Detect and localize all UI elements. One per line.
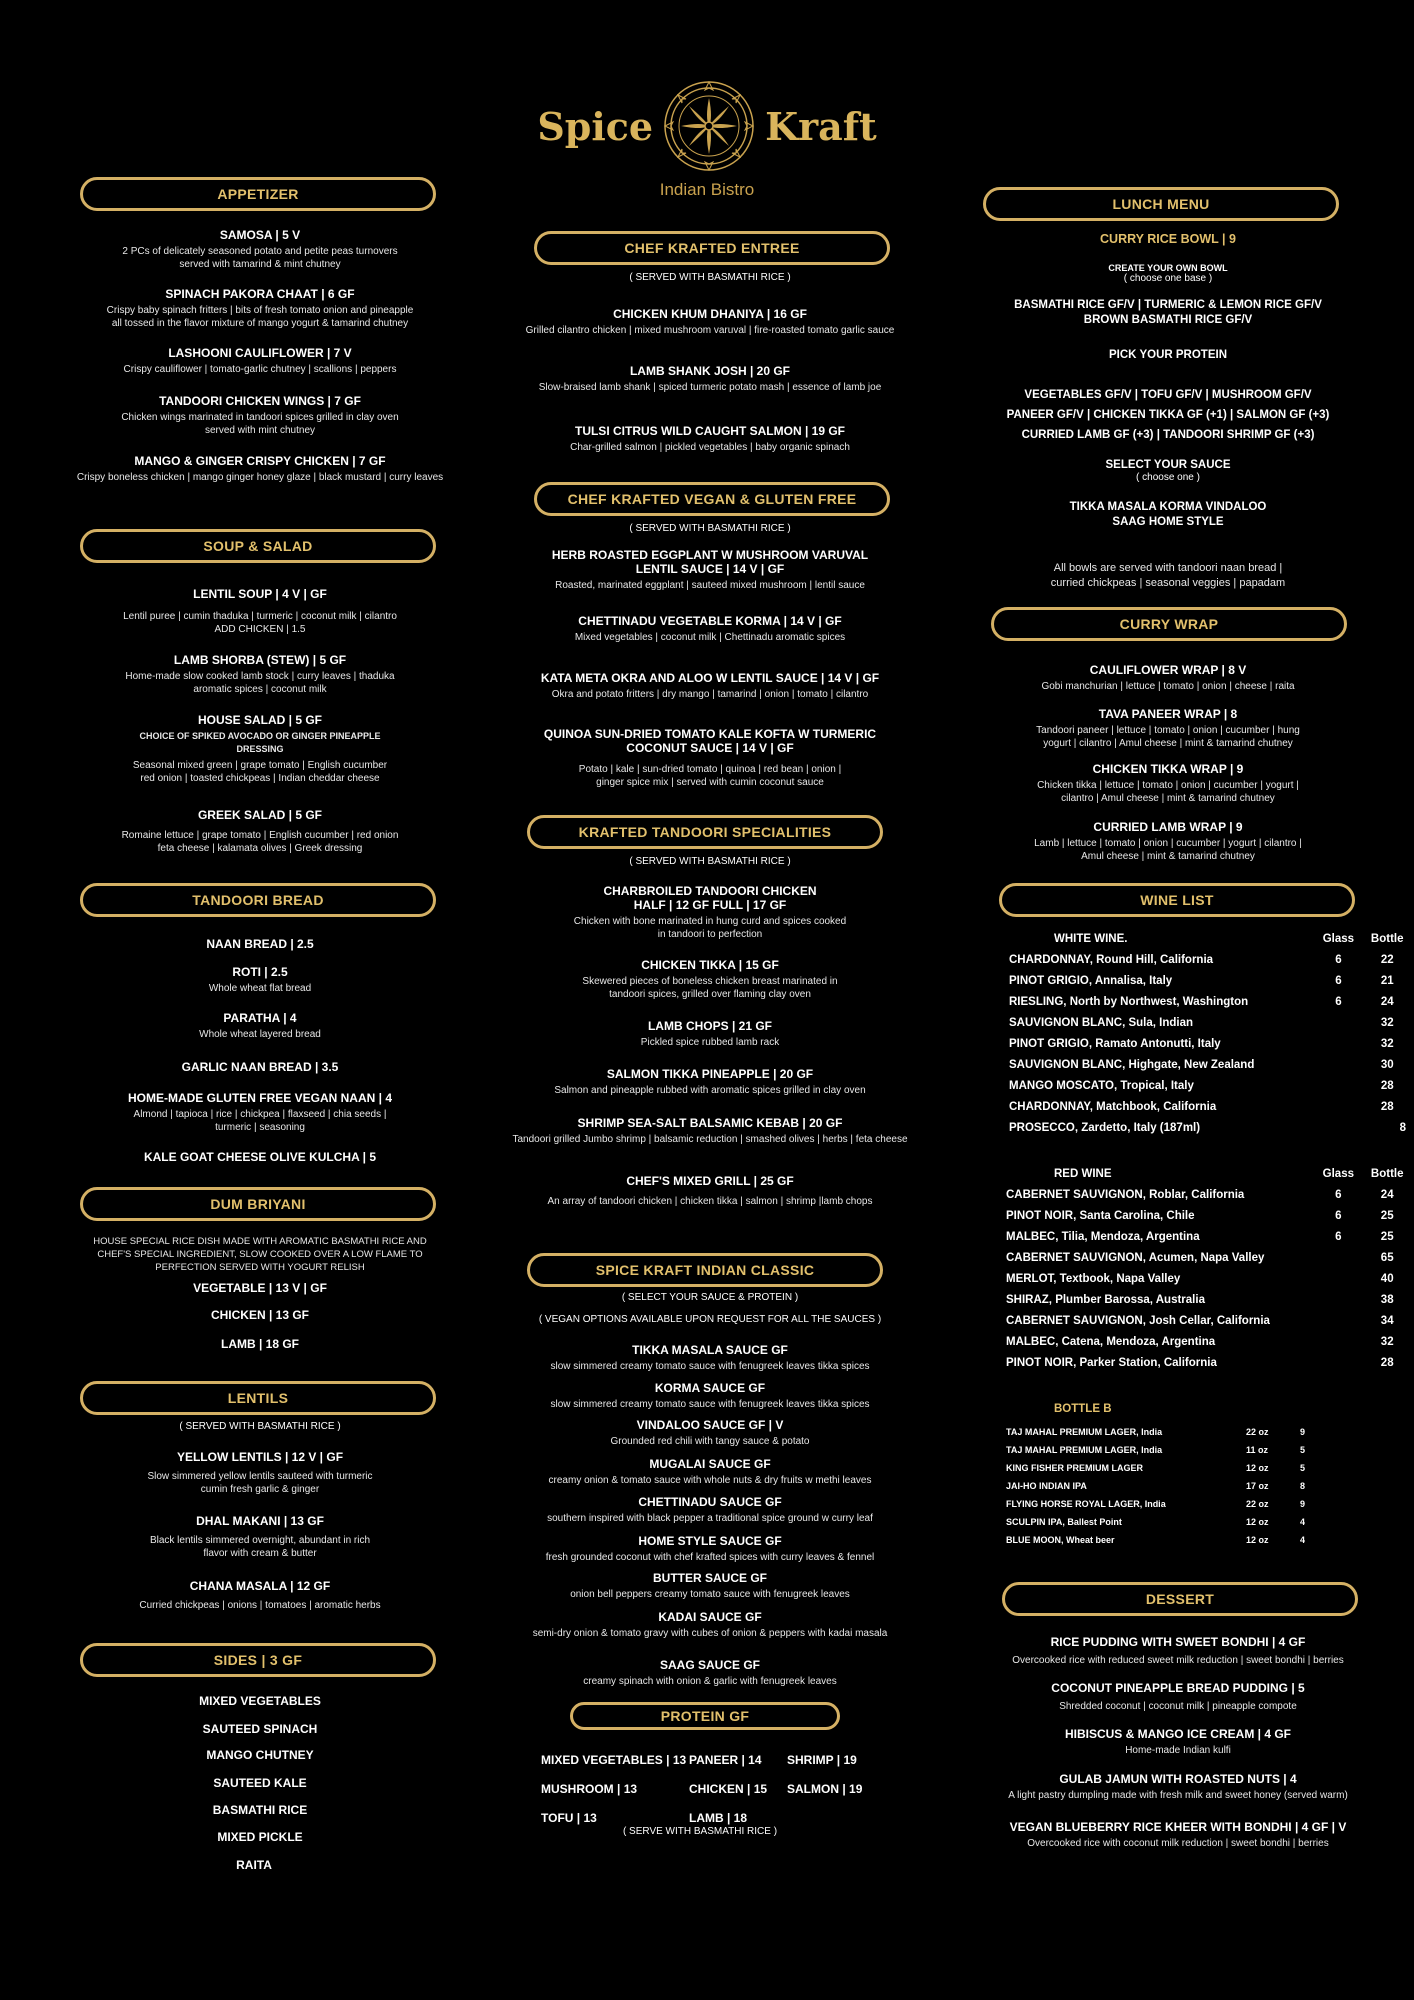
- protein-note: ( SERVE WITH BASMATHI RICE ): [622, 1826, 778, 1837]
- bowl-bases: BASMATHI RICE GF/V | TURMERIC & LEMON RICE GF/V BROWN BASMATHI RICE GF/V: [1014, 299, 1322, 326]
- menu-item: CHICKEN | 13 GF: [210, 1308, 310, 1322]
- lunch-menu-heading: LUNCH MENU: [983, 187, 1339, 221]
- menu-item: CHEF'S MIXED GRILL | 25 GF An array of tandoori chicken | chicken tikka | salmon | shrimp |lamb chops: [547, 1174, 873, 1207]
- sides-heading: SIDES | 3 GF: [80, 1643, 436, 1677]
- menu-item: CHETTINADU VEGETABLE KORMA | 14 V | GF Mixed vegetables | coconut milk | Chettinadu aromatic spices: [574, 614, 846, 643]
- menu-item: GULAB JAMUN WITH ROASTED NUTS | 4 A light pastry dumpling made with fresh milk and sweet honey (served warm): [1008, 1772, 1348, 1801]
- menu-item: LENTIL SOUP | 4 V | GF Lentil puree | cumin thaduka | turmeric | coconut milk | cilantro ADD CHICKEN | 1.5: [123, 587, 397, 635]
- brand-word-right: Kraft: [765, 103, 877, 149]
- menu-item: VEGETABLE | 13 V | GF: [193, 1281, 327, 1295]
- menu-item: TIKKA MASALA SAUCE GF slow simmered creamy tomato sauce with fenugreek leaves tikka spices: [550, 1343, 870, 1372]
- menu-item: QUINOA SUN-DRIED TOMATO KALE KOFTA W TURMERIC COCONUT SAUCE | 14 V | GF Potato | kale | sun-dried tomato | quinoa | red bean | onion | ginger spice mix | served with cumin coconut sauce: [543, 727, 877, 788]
- menu-item: SPINACH PAKORA CHAAT | 6 GF Crispy baby spinach fritters | bits of fresh tomato onion and pineapple all tossed in the flavor mixture of mango yogurt & tamarind chutney: [106, 287, 414, 329]
- menu-item: HIBISCUS & MANGO ICE CREAM | 4 GF Home-made Indian kulfi: [1064, 1727, 1292, 1756]
- menu-item: SAAG SAUCE GF creamy spinach with onion & garlic with fenugreek leaves: [583, 1658, 837, 1687]
- menu-item: SALMON TIKKA PINEAPPLE | 20 GF Salmon and pineapple rubbed with aromatic spices grilled in clay oven: [554, 1067, 866, 1096]
- brand-word-left: Spice: [537, 103, 654, 149]
- white-wine-label: WHITE WINE.: [1054, 932, 1128, 945]
- appetizer-heading: APPETIZER: [80, 177, 436, 211]
- menu-item: VEGAN BLUEBERRY RICE KHEER WITH BONDHI | 4 GF | V Overcooked rice with coconut milk reduction | sweet bondhi | berries: [1009, 1820, 1347, 1849]
- menu-item: CHETTINADU SAUCE GF southern inspired with black pepper a traditional spice ground w curry leaf: [547, 1495, 873, 1524]
- menu-item: VINDALOO SAUCE GF | V Grounded red chili with tangy sauce & potato: [610, 1418, 810, 1447]
- menu-item: HOME-MADE GLUTEN FREE VEGAN NAAN | 4 Almond | tapioca | rice | chickpea | flaxseed | chia seeds | turmeric | seasoning: [127, 1091, 393, 1133]
- menu-item: DHAL MAKANI | 13 GF Black lentils simmered overnight, abundant in rich flavor with cream & butter: [149, 1514, 371, 1559]
- tandoori-bread-heading: TANDOORI BREAD: [80, 883, 436, 917]
- menu-item: MANGO & GINGER CRISPY CHICKEN | 7 GF Crispy boneless chicken | mango ginger honey glaze | black mustard | curry leaves: [76, 454, 444, 483]
- curry-rice-bowl: CURRY RICE BOWL | 9: [1100, 232, 1236, 246]
- menu-item: LAMB | 18 GF: [220, 1337, 300, 1351]
- protein-heading: PROTEIN GF: [570, 1702, 840, 1730]
- red-wine-table: RED WINE Glass Bottle CABERNET SAUVIGNON, Roblar, California 6 24 PINOT NOIR, Santa Carolina, Chile 6 25 MALBEC, Tilia, Mendoza, Argentina 6 25 CABERNET SAUVIGNON, Acumen, Napa Valley 65 MERLOT, Textbook, Napa Valley 40 SHIRAZ, Plumber Barossa, Australia 38 CABERNET SAUVIGNON, Josh Cellar, California 34 MALBEC, Catena, Mendoza, Argentina 32 PINOT NOIR, Parker Station, California 28: [1006, 1163, 1414, 1373]
- menu-item: MUGALAI SAUCE GF creamy onion & tomato sauce with whole nuts & dry fruits w methi leaves: [548, 1457, 872, 1486]
- menu-item: GARLIC NAAN BREAD | 3.5: [181, 1060, 339, 1074]
- brand-subtitle: Indian Bistro: [659, 180, 755, 199]
- biryani-intro: HOUSE SPECIAL RICE DISH MADE WITH AROMATIC BASMATHI RICE AND CHEF'S SPECIAL INGREDIENT, SLOW COOKED OVER A LOW FLAME TO PERFECTION SERVED WITH YOGURT RELISH: [93, 1236, 427, 1273]
- white-wine-table: WHITE WINE. Glass Bottle CHARDONNAY, Round Hill, California 6 22 PINOT GRIGIO, Annalisa, Italy 6 21 RIESLING, North by Northwest, Washington 6 24 SAUVIGNON BLANC, Sula, Indian 32 PINOT GRIGIO, Ramato Antonutti, Italy 32 SAUVIGNON BLANC, Highgate, New Zealand 30 MANGO MOSCATO, Tropical, Italy 28 CHARDONNAY, Matchbook, California 28 PROSECCO, Zardetto, Italy (187ml) 8: [1009, 928, 1414, 1138]
- tandoori-note: ( SERVED WITH BASMATHI RICE ): [629, 856, 791, 867]
- bottle-beer-label: BOTTLE B: [1054, 1403, 1112, 1415]
- menu-item: HERB ROASTED EGGPLANT W MUSHROOM VARUVAL LENTIL SAUCE | 14 V | GF Roasted, marinated eggplant | sauteed mixed mushroom | lentil sauce: [551, 548, 869, 591]
- menu-item: KATA META OKRA AND ALOO W LENTIL SAUCE | 14 V | GF Okra and potato fritters | dry mango | tamarind | onion | tomato | cilantro: [540, 671, 880, 700]
- menu-item: GREEK SALAD | 5 GF Romaine lettuce | grape tomato | English cucumber | red onion feta cheese | kalamata olives | Greek dressing: [121, 808, 399, 854]
- menu-item: SAMOSA | 5 V 2 PCs of delicately seasoned potato and petite peas turnovers served with tamarind & mint chutney: [122, 228, 398, 270]
- menu-item: RICE PUDDING WITH SWEET BONDHI | 4 GF Overcooked rice with reduced sweet milk reduction | sweet bondhi | berries: [1012, 1635, 1344, 1666]
- dum-biryani-heading: DUM BRIYANI: [80, 1187, 436, 1221]
- bowl-proteins: VEGETABLES GF/V | TOFU GF/V | MUSHROOM GF/V PANEER GF/V | CHICKEN TIKKA GF (+1) | SALMON GF (+3) CURRIED LAMB GF (+3) | TANDOORI SHRIMP GF (+3): [1006, 389, 1330, 441]
- menu-item: CHARBROILED TANDOORI CHICKEN HALF | 12 GF FULL | 17 GF Chicken with bone marinated in hung curd and spices cooked in tandoori to perfection: [573, 884, 847, 940]
- menu-item: CURRIED LAMB WRAP | 9 Lamb | lettuce | tomato | onion | cucumber | yogurt | cilantro | Amul cheese | mint & tamarind chutney: [1034, 820, 1302, 862]
- sides-list: MIXED VEGETABLES SAUTEED SPINACH MANGO CHUTNEY SAUTEED KALE BASMATHI RICE MIXED PICKLE RAITA: [199, 1694, 321, 1872]
- curry-wrap-heading: CURRY WRAP: [991, 607, 1347, 641]
- dessert-heading: DESSERT: [1002, 1582, 1358, 1616]
- menu-item: KORMA SAUCE GF slow simmered creamy tomato sauce with fenugreek leaves tikka spices: [550, 1381, 870, 1410]
- classic-note: ( SELECT YOUR SAUCE & PROTEIN ): [621, 1292, 799, 1303]
- menu-item: ROTI | 2.5 Whole wheat flat bread: [208, 965, 312, 994]
- lentils-heading: LENTILS: [80, 1381, 436, 1415]
- menu-item: TANDOORI CHICKEN WINGS | 7 GF Chicken wings marinated in tandoori spices grilled in clay oven served with mint chutney: [121, 394, 399, 436]
- vegan-heading: CHEF KRAFTED VEGAN & GLUTEN FREE: [534, 482, 890, 516]
- vegan-note: ( SERVED WITH BASMATHI RICE ): [629, 523, 791, 534]
- menu-item: SHRIMP SEA-SALT BALSAMIC KEBAB | 20 GF Tandoori grilled Jumbo shrimp | balsamic reduction | smashed olives | herbs | feta cheese: [512, 1116, 908, 1145]
- mandala-logo-icon: [661, 78, 757, 174]
- bowl-sauces: TIKKA MASALA KORMA VINDALOO SAAG HOME STYLE: [1069, 501, 1267, 528]
- menu-item: CHANA MASALA | 12 GF Curried chickpeas | onions | tomatoes | aromatic herbs: [139, 1579, 381, 1611]
- sauce-title: SELECT YOUR SAUCE ( choose one ): [1105, 459, 1231, 483]
- menu-item: NAAN BREAD | 2.5: [206, 937, 314, 951]
- menu-item: KALE GOAT CHEESE OLIVE KULCHA | 5: [143, 1150, 377, 1164]
- beer-table: TAJ MAHAL PREMIUM LAGER, India 22 oz 9 TAJ MAHAL PREMIUM LAGER, India 11 oz 5 KING FISHER PREMIUM LAGER 12 oz 5 JAI-HO INDIAN IPA 17 oz 8 FLYING HORSE ROYAL LAGER, India 22 oz 9 SCULPIN IPA, Ballest Point 12 oz 4 BLUE MOON, Wheat beer 12 oz 4: [1006, 1427, 1306, 1545]
- bowl-footer: All bowls are served with tandoori naan bread | curried chickpeas | seasonal veggies | papadam: [1050, 562, 1286, 589]
- soup-salad-heading: SOUP & SALAD: [80, 529, 436, 563]
- red-wine-label: RED WINE: [1054, 1167, 1112, 1180]
- menu-item: PARATHA | 4 Whole wheat layered bread: [199, 1011, 321, 1040]
- menu-item: BUTTER SAUCE GF onion bell peppers creamy tomato sauce with fenugreek leaves: [570, 1571, 850, 1600]
- menu-item: CHICKEN KHUM DHANIYA | 16 GF Grilled cilantro chicken | mixed mushroom varuval | fire-roasted tomato garlic sauce: [525, 307, 895, 336]
- lentils-note: ( SERVED WITH BASMATHI RICE ): [179, 1421, 341, 1432]
- tandoori-specialities-heading: KRAFTED TANDOORI SPECIALITIES: [527, 815, 883, 849]
- create-bowl: CREATE YOUR OWN BOWL ( choose one base ): [1108, 263, 1228, 284]
- menu-item: CHICKEN TIKKA | 15 GF Skewered pieces of boneless chicken breast marinated in tandoori spices, grilled over flaming clay oven: [582, 958, 838, 1000]
- menu-item: TULSI CITRUS WILD CAUGHT SALMON | 19 GF Char-grilled salmon | pickled vegetables | baby organic spinach: [570, 424, 850, 453]
- menu-item: YELLOW LENTILS | 12 V | GF Slow simmered yellow lentils sauteed with turmeric cumin fresh garlic & ginger: [147, 1450, 373, 1495]
- classic-note: ( VEGAN OPTIONS AVAILABLE UPON REQUEST FOR ALL THE SAUCES ): [538, 1314, 882, 1325]
- menu-item: HOME STYLE SAUCE GF fresh grounded coconut with chef krafted spices with curry leaves & fennel: [545, 1534, 875, 1563]
- wine-list-heading: WINE LIST: [999, 883, 1355, 917]
- indian-classic-heading: SPICE KRAFT INDIAN CLASSIC: [527, 1253, 883, 1287]
- menu-item: KADAI SAUCE GF semi-dry onion & tomato gravy with cubes of onion & peppers with kadai masala: [532, 1610, 888, 1639]
- protein-title: PICK YOUR PROTEIN: [1109, 349, 1227, 361]
- menu-item: HOUSE SALAD | 5 GF CHOICE OF SPIKED AVOCADO OR GINGER PINEAPPLE DRESSING Seasonal mixed green | grape tomato | English cucumber red onion | toasted chickpeas | Indian cheddar cheese: [132, 713, 388, 784]
- menu-item: CAULIFLOWER WRAP | 8 V Gobi manchurian | lettuce | tomato | onion | cheese | raita: [1041, 663, 1295, 692]
- chef-entree-heading: CHEF KRAFTED ENTREE: [534, 231, 890, 265]
- menu-item: LAMB SHORBA (STEW) | 5 GF Home-made slow cooked lamb stock | curry leaves | thaduka aromatic spices | coconut milk: [125, 653, 395, 695]
- protein-table: MIXED VEGETABLES | 13 PANEER | 14 SHRIMP | 19 MUSHROOM | 13 CHICKEN | 15 SALMON | 19 TOFU | 13 LAMB | 18: [541, 1752, 863, 1825]
- entree-note: ( SERVED WITH BASMATHI RICE ): [629, 272, 791, 283]
- menu-item: LASHOONI CAULIFLOWER | 7 V Crispy cauliflower | tomato-garlic chutney | scallions | peppers: [123, 346, 397, 375]
- menu-item: LAMB CHOPS | 21 GF Pickled spice rubbed lamb rack: [640, 1019, 780, 1048]
- menu-item: TAVA PANEER WRAP | 8 Tandoori paneer | lettuce | tomato | onion | cucumber | hung yogurt | cilantro | Amul cheese | mint & tamarind chutney: [1036, 707, 1300, 749]
- menu-item: CHICKEN TIKKA WRAP | 9 Chicken tikka | lettuce | tomato | onion | cucumber | yogurt | cilantro | Amul cheese | mint & tamarind chutney: [1037, 762, 1299, 804]
- menu-item: COCONUT PINEAPPLE BREAD PUDDING | 5 Shredded coconut | coconut milk | pineapple compote: [1051, 1681, 1305, 1712]
- menu-item: LAMB SHANK JOSH | 20 GF Slow-braised lamb shank | spiced turmeric potato mash | essence of lamb joe: [538, 364, 882, 393]
